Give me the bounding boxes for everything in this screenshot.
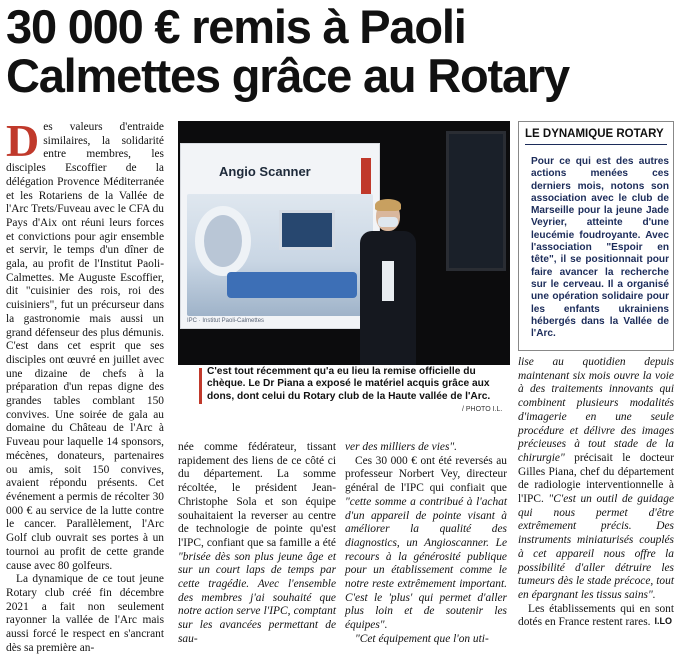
paragraph [178,441,336,647]
article-column-1 [6,115,164,654]
sidebar-box [518,121,674,351]
doctor-figure [360,201,416,365]
paragraph-text: es valeurs d'entraide similaires, la solidarité entre membres, les disciples Escoffier de la délégation Provence Méditerranée et les Rotariens de la Vallée de l'Arc Trets/Fuveau avec le CFA du Pays d'Aix ont réuni leurs forces et convictions pour agir ensemble et servir, le temps d'un dîner de gala, au profit de l'Institut Paoli-Calmettes. Me Auguste Escoffier, dit "cuisinier des rois, roi des cuisiniers", fut un précurseur dans la gastronomie mais aussi un grand défenseur des plus démunis. C'est dans cet esprit que ses disciples ont œuvré en juillet avec une dizaine de chefs à la préparation d'un repas digne des grandes tables comblant 150 convives. Une soirée de gala au domaine du Château de l'Arc à Fuveau pour laquelle 14 sponsors, mécènes, donateurs, partenaires ou amis, soit 150 convives, avaient répondu présents. Cet événement a permis de récolter 30 000 € au service de la lutte contre le cancer. Parallèlement, l'Arc Golf club ouvrait ses portes à un tournoi au profit de cette grande cause avec 80 golfeurs. [6,121,164,572]
doctor-hair [375,199,401,211]
caption-accent-bar [199,368,202,404]
headline [6,2,676,100]
article-column-3 [345,441,507,645]
paragraph: Les établissements qui en sont dotés en France restent rares. [518,602,674,629]
quote-text: lise au quotidien depuis maintenant six mois ouvre la voie à des traitements innovants qui combinent plusieurs modalités d'imagerie en une seule procédure et délivre des images précieuses à tout stade de la chirurgie" [518,356,674,464]
screen-footer: IPC · Institut Paoli-Calmettes [187,318,265,324]
paragraph [518,356,674,603]
paragraph-text: née comme fédérateur, tissant rapidement des liens de ce côté ci du département. La somme récoltée, le président Jean-Christophe Sola et son équipe souhaitaient la reverser au centre de technologie de pointe qu'est l'IPC, confiant que sa famille a été [178,441,336,549]
scanner-room-image [187,194,373,316]
quote-text: "C'est un outil de guidage qui nous permet d'être extrêmement précis. Des instruments miniaturisés couplés à cet appareil nous offre la possibilité d'aller détruire les tumeurs dès le stade précoce, tout en épargnant les tissus sains". [518,493,675,601]
quote-text: "Cet équipement que l'on uti- [355,632,489,645]
background-window [446,131,506,271]
scanner-bed [227,272,357,298]
scanner-ring [195,206,251,276]
doctor-mask [378,217,398,227]
projection-screen [180,143,380,329]
doctor-shirt [382,261,394,301]
screen-title: Angio Scanner [219,164,311,179]
headline-line-1: 30 000 € remis à Paoli [6,0,466,53]
author-signature: I.LO [654,616,672,626]
quote-text: ver des milliers de vies". [345,441,458,453]
article-column-2 [178,441,336,645]
paragraph: La dynamique de ce tout jeune Rotary club créé fin décembre 2021 a fait non seulement rayonner la vallée de l'Arc mais aussi forcé le respect en s'ancrant dès sa première an- [6,573,164,654]
photo-credit: / PHOTO I.L. [462,406,503,413]
paragraph [6,115,164,573]
photo-caption: C'est tout récemment qu'a eu lieu la remise officielle du chèque. Le Dr Piana a exposé le matériel acquis grâce aux dons, dont celui du Rotary club de la Haute vallée de l'Arc. [207,366,491,402]
paragraph [345,441,507,455]
sidebar-body: Pour ce qui est des autres actions menées ces derniers mois, notons son association avec le club de Marseille pour la jeune Jade Veyrier, atteinte d'une leucémie foudroyante. Avec l'association "Espoir en tête", il se positionnait pour faire avancer la recherche sur le cerveau. Il a organisé une opération solidaire pour les enfants ukrainiens hébergés dans la Vallée de l'Arc. [531,156,669,340]
paragraph [345,455,507,633]
paragraph-text: précisait le docteur Gilles Piana, chef du département de radiologie interventionnelle à l'IPC. [518,451,674,506]
headline-line-2: Calmettes grâce au Rotary [6,49,569,102]
paragraph [345,633,507,647]
screen-accent-bar [361,158,371,194]
sidebar-heading: LE DYNAMIQUE ROTARY [525,128,667,145]
quote-text: "cette somme a contribué à l'achat d'un appareil de pointe visant à améliorer la qualité des diagnostics, un Angioscanner. Le recours à la générosité publique pour un établissement comme le notre reste extrêmement important. C'est le 'plus' qui permet d'aller plus loin et de soutenir les équipes". [345,495,507,632]
article-photo [178,121,510,365]
doctor-suit [360,231,416,365]
scanner-monitor [279,210,335,250]
drop-cap: D [6,115,40,166]
paragraph-text: Ces 30 000 € ont été reversés au professeur Norbert Vey, directeur général de l'IPC qui confiait que [345,454,507,495]
quote-text: "brisée dès son plus jeune âge et sur un court laps de temps par cette tragédie. Avec l'ensemble des membres j'ai souhaité que notre action serve l'IPC, comptant sur les avancées permettant de sau- [178,550,336,645]
